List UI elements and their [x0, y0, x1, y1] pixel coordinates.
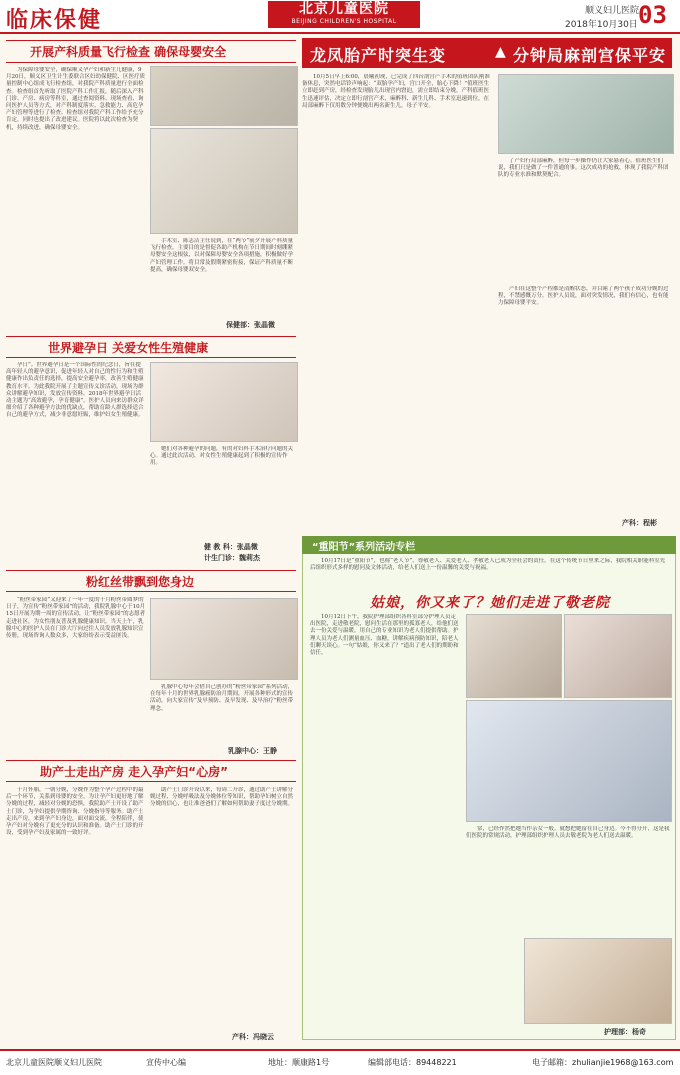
article4-title: 助产士走出产房 走入孕产妇“心房” [40, 765, 228, 779]
photo-inspection-meeting [150, 66, 298, 126]
article5-body-tail: 产妇在这整个产程都是清醒状态，并目睹了两个孩子成功分娩的过程，不禁感慨万分。医护人员说，面对突发情况，我们有信心，也有能力保障母婴平安。 [498, 286, 669, 307]
main-headline-left: 龙凤胎产时突生变 [310, 46, 447, 65]
photo-elderly-visit-3 [524, 938, 672, 1024]
brand-name-english: BEIJING CHILDREN'S HOSPITAL [291, 18, 397, 25]
photo-breast-clinic [150, 598, 298, 680]
chongyang-header-title: “重阳节”系列活动专栏 [312, 542, 416, 553]
photo-elderly-visit-1 [466, 614, 562, 698]
footer-phone: 编辑部电话：89448221 [368, 1058, 457, 1067]
footer-address: 地址：顺康路1号 [268, 1058, 330, 1067]
divider [6, 62, 296, 63]
divider [6, 591, 296, 592]
article5-body: 10月5日早上6:00，晨曦初现，已完成了四台剖宫产手术的值班团队刚准备休息，突然电话铃声响起：“双胎孕产妇，宫口开全，胎心下降！”值班医生立即赶到产房，经检查发现胎儿出现宫内窘迫，需立即结束分娩。产科值班医生迅速评估，决定立即行剖宫产术，麻醉科、新生儿科、手术室迅速到位，在局部麻醉下仅用数分钟便娩出两名新生儿，母子平安。 [302, 74, 490, 109]
photo-elderly-visit-2 [564, 614, 672, 698]
divider [6, 760, 296, 761]
article2-body: 孕日”。世界避孕日是一个国际性的纪念日，旨在提高年轻人的避孕意识，促进年轻人对自己的性行为和生殖健康作出负责任的选择，提高安全避孕率，改善生殖健康教育水平。为此我院开展了主题宣传义诊活动，现场为群众讲解避孕知识，发放宣传资料。2018年世界避孕日活动主题为“高效避孕，孕育健康”。医护人员向来访群众详细介绍了各种避孕方法的优缺点，帮助育龄人群选择适合自己的避孕方式，减少非意愿妊娠，维护妇女生殖健康。 [6, 362, 144, 419]
chongyang-credit: 护理部：杨奇 [604, 1028, 646, 1036]
article5-credit: 产科：程彬 [622, 519, 657, 527]
hospital-name: 顺义妇儿医院 [585, 6, 640, 16]
divider [6, 570, 296, 571]
article2-body-continued: 她们对各种避孕的问题，有的对妇科手术治疗问题的关心。通过此次活动，对女性生殖健康起到了积极的宣传作用。 [150, 446, 294, 467]
article4-body: 十月怀胎，一朝分娩，分娩作为整个孕产过程中的最后一个环节，关系到母婴的安全。为让孕产妇更好地了解分娩的过程，减轻对分娩的恐惧，我院助产士开设了助产士门诊，为孕妇提供孕期咨询、分娩指导等服务。助产士走出产房，来到孕产妇身边，面对面交流，全程陪伴，使孕产妇对分娩有了更充分的认识和准备。助产士门诊的开设，受到孕产妇及家属的一致好评。 [6, 787, 144, 837]
warning-icon: ▲ [495, 44, 507, 60]
article1-credit: 保健部：张晶微 [226, 321, 275, 329]
main-headline-right: 分钟局麻剖宫保平安 [513, 46, 667, 65]
article2-credit-1: 健 教 科：张晶微 [204, 543, 258, 551]
article1-title: 开展产科质量飞行检查 确保母婴安全 [30, 45, 227, 59]
article2-credit-2: 计生门诊：魏莉杰 [204, 554, 260, 562]
chongyang-intro: 10月17日是“重阳节”，也称“老人节”，尊敬老人、关爱老人、孝敬老人已成为全社会的责任。在这个传统节日里来之际，我院相关职能科室先后组织形式多样的慰问及文体活动，给老人们送上一份温馨的关爱与祝福。 [310, 558, 666, 572]
section-title: 临床保健 [6, 7, 103, 33]
article4-credit: 产科：冯晓云 [232, 1033, 274, 1041]
divider [6, 336, 296, 337]
article3-title: 粉红丝带飘到您身边 [86, 575, 195, 589]
chongyang-article-title: 姑娘，你又来了？她们走进了敬老院 [370, 595, 610, 611]
photo-consultation-desk [150, 362, 298, 442]
photo-operating-room [498, 74, 674, 154]
article3-body: “粉丝带家园”又迎来了一年一度的十月粉丝带圆梦的日子，为宣传“粉丝带家园”的活动，我院乳腺中心于10月15日开展为期一周的宣传活动，让“粉丝带家园”的志愿者走进社区，为女性朋友普及乳腺健康知识。当天上午，乳腺中心的医护人员在门诊大厅向过往人员发放乳腺知识宣传册，现场咨询人数众多，大家纷纷表示受益匪浅。 [6, 597, 146, 640]
brand-name: 北京儿童医院 [299, 1, 389, 17]
article3-credit: 乳腺中心：王静 [228, 747, 277, 755]
divider [6, 781, 296, 782]
article5-body-continued: 了产妇行局部麻醉，但每一步操作仍让大家悬着心。值班医生们说，我们只是做了一件普通的事。这次成功的抢救，体现了我院产科团队的专业水准和默契配合。 [498, 158, 669, 179]
article1-body-continued: 手术室、陈志洁主任说到，在“两节”前夕开展产科质量飞行检查，主要目的是督促各助产机构在节日期间时刻绷紧母婴安全这根弦，以对保障母婴安全各项措施，积极做好孕产妇管理工作。将目常及假期紧密衔接，保证产科质量不断提高，确保母婴双安全。 [150, 238, 294, 273]
article2-title: 世界避孕日 关爱女性生殖健康 [48, 341, 209, 355]
footer [0, 1049, 680, 1075]
photo-group-nurses [466, 700, 672, 822]
chongyang-header [302, 536, 676, 554]
article4-body-continued: 助产士门诊开设以来，每周二开诊，通过助产士讲解分娩过程、分娩呼吸法及分娩体位等知识，帮助孕妇树立自然分娩的信心，也让准爸爸们了解如何帮助妻子度过分娩期。 [150, 787, 294, 808]
brand-logo [268, 1, 420, 28]
divider [6, 357, 296, 358]
photo-inspection-ward [150, 128, 298, 234]
issue-date: 2018年10月30日 [565, 20, 638, 30]
article1-body: 为保障母婴安全，确保顺义孕产妇和新生儿健康，9月20日，顺义区卫生计生委联合区妇幼保健院、区医疗质量控制中心组成飞行检查组，对我院产科质量进行全面检查。检查组首先听取了医院产科工作汇报，随后深入产科门诊、产房、病房等科室，通过查阅资料、现场查看、询问医护人员等方式，对产科制度落实、急救能力、高危孕产妇管理等进行了检查。检查组对我院产科工作给予充分肯定，同时也提出了改进建议。医院将以此次检查为契机，持续改进，确保母婴安全。 [6, 67, 146, 131]
main-headline-banner [302, 38, 672, 68]
page-number: 03 [638, 1, 667, 29]
chongyang-body-continued: 常，已经作然把她当作亲女一般。就想把她留在自己身边。今不得分开，这是我们医院的常规活动，护理部组织护理人员去敬老院为老人们送去温暖。 [466, 826, 670, 840]
footer-email: 电子邮箱：zhulianjie1968@163.com [532, 1058, 674, 1067]
footer-editor: 宣传中心编 [146, 1058, 186, 1067]
chongyang-body: 10月12日下午，我院护理部组织各科室部分护理人员走出医院，走进敬老院，慰问生活在那里的孤寡老人，给他们送去一份关爱与温暖。用自己的专业知识为老人们提供帮助。护理人员为老人们测量血压、血糖，讲解疾病预防知识，陪老人们聊天谈心。一句“姑娘，你又来了？”道出了老人们的期盼和信任。 [310, 614, 459, 657]
article3-body-continued: 乳腺中心每年会借自己创办的“粉丝带家园”系列活动，在每年十月的世界乳腺癌防治月期间，开展各种形式的宣传活动，向大家宣传“及早预防、及早发现、及早治疗”粉丝带理念。 [150, 684, 294, 712]
divider [6, 40, 296, 41]
masthead [0, 0, 680, 34]
footer-publisher: 北京儿童医院顺义妇儿医院 [6, 1058, 102, 1067]
